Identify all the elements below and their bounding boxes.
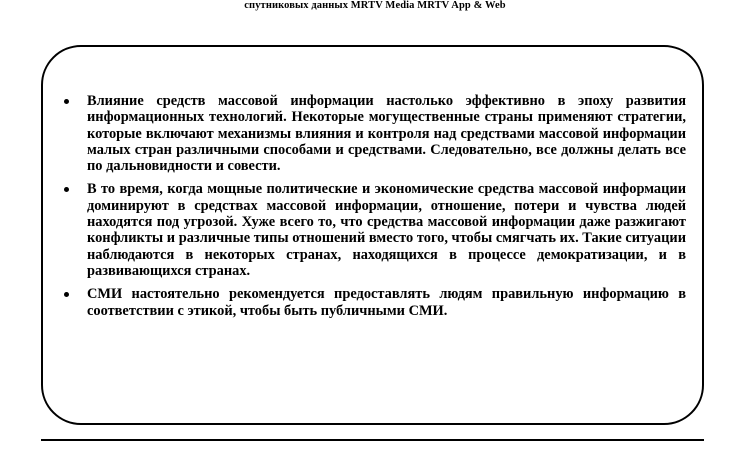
bullet-text-1: Влияние средств массовой информации настолько эффективно в эпоху развития информационных технологий. Некоторые могущественные страны применяют стратегии, которые включают механизмы влияния и контроля над средствами массовой информации малых стран различными способами и средствами. Следовательно, все должны делать все по дальновидности и совести. — [87, 93, 686, 175]
bullet-text-3: СМИ настоятельно рекомендуется предоставлять людям правильную информацию в соответствии с этикой, чтобы быть публичными СМИ. — [87, 286, 686, 319]
bullet-text-2: В то время, когда мощные политические и экономические средства массовой информации доминируют в средствах массовой информации, отношение, потери и чувства людей находятся под угрозой. Хуже всего то, что средства массовой информации даже разжигают конфликты и различные типы отношений вместо того, чтобы смягчать их. Такие ситуации наблюдаются в некоторых странах, находящихся в процессе демократизации, и в развивающихся странах. — [87, 181, 686, 279]
bullet-item-1 — [61, 93, 686, 174]
bullet-list — [61, 93, 686, 326]
bullet-dot-icon — [64, 99, 69, 104]
page-header: спутниковых данных MRTV Media MRTV App & Web — [244, 0, 506, 11]
bullet-item-3 — [61, 286, 686, 319]
bottom-rule — [41, 439, 704, 441]
bullet-dot-icon — [64, 187, 69, 192]
bullet-item-2 — [61, 181, 686, 279]
bullet-dot-icon — [64, 292, 69, 297]
